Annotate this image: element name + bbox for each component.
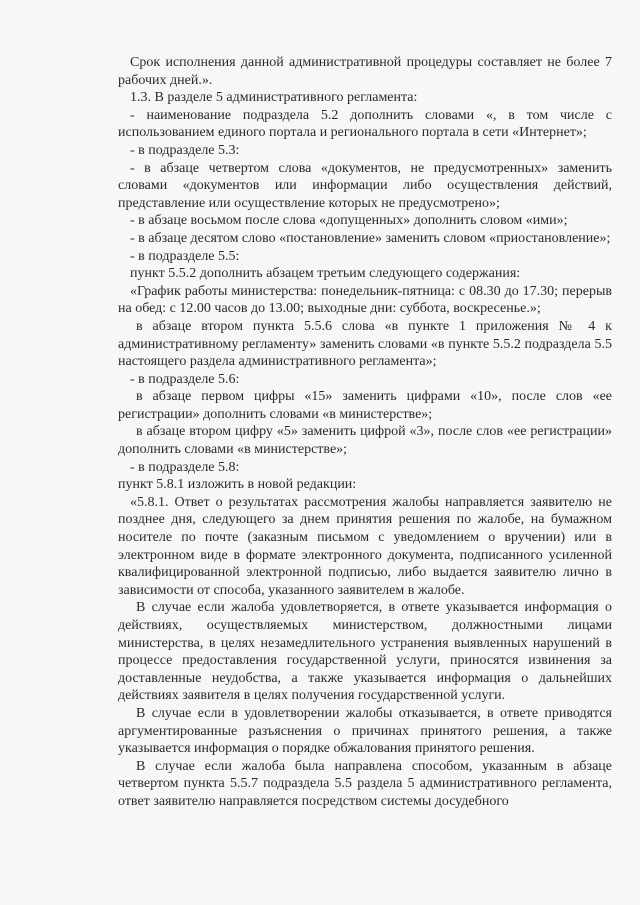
paragraph: 1.3. В разделе 5 административного регламента:: [130, 90, 418, 106]
paragraph: - в абзаце десятом слово «постановление» заменить словом «приостановление»;: [130, 230, 611, 246]
paragraph: пункт 5.8.1 изложить в новой редакции:: [118, 477, 357, 493]
paragraph: В случае если жалоба удовлетворяется, в ответе указывается информация о действиях, осуществляемых министерством, должностными лицами министерства, в целях незамедлительного устранения выявленных нарушений в процессе предоставления государственной услуги, приносятся извинения за доставленные неудобства, а также указывается информация о дальнейших действиях заявителя в целях получения государственной услуги.: [118, 600, 612, 704]
paragraph: - в подразделе 5.5:: [130, 248, 240, 264]
paragraph: - в подразделе 5.8:: [130, 459, 240, 475]
paragraph: - наименование подраздела 5.2 дополнить словами «, в том числе с использованием единого портала и регионального портала в сети «Интернет»;: [118, 107, 612, 141]
paragraph: В случае если жалоба была направлена способом, указанным в абзаце четвертом пункта 5.5.7 подраздела 5.5 раздела 5 административного регламента, ответ заявителю направляется посредством системы досудебного: [118, 758, 612, 809]
paragraph: пункт 5.5.2 дополнить абзацем третьим следующего содержания:: [130, 266, 521, 282]
paragraph: - в подразделе 5.3:: [130, 142, 240, 158]
paragraph: - в абзаце восьмом после слова «допущенных» дополнить словом «ими»;: [130, 213, 568, 229]
paragraph: в абзаце втором пункта 5.5.6 слова «в пункте 1 приложения № 4 к административному регламенту» заменить словами «в пункте 5.5.2 подраздела 5.5 настоящего раздела административного регламента»;: [118, 318, 612, 370]
paragraph: «График работы министерства: понедельник-пятница: с 08.30 до 17.30; перерыв на обед: с 12.00 часов до 13.00; выходные дни: суббота, воскресенье.»;: [118, 283, 612, 317]
paragraph: - в абзаце четвертом слова «документов, не предусмотренных» заменить словами «документов или информации либо осуществления действий, представление или осуществление которых не предусмотрено»;: [118, 160, 612, 211]
paragraph: в абзаце втором цифру «5» заменить цифрой «3», после слов «ее регистрации» дополнить словами «в министерстве»;: [118, 424, 612, 458]
paragraph: - в подразделе 5.6:: [130, 371, 240, 387]
paragraph: «5.8.1. Ответ о результатах рассмотрения жалобы направляется заявителю не позднее дня, следующего за днем принятия решения по жалобе, на бумажном носителе по почте (заказным письмом с уведомлением о вручении) или в электронном виде в формате электронного документа, подписанного усиленной квалифицированной электронной подписью, либо выдается заявителю лично в зависимости от способа, указанного заявителем в жалобе.: [118, 494, 612, 598]
paragraph: В случае если в удовлетворении жалобы отказывается, в ответе приводятся аргументированные разъяснения о причинах принятого решения, а также указывается информация о порядке обжалования принятого решения.: [118, 705, 612, 757]
paragraph: в абзаце первом цифры «15» заменить цифрами «10», после слов «ее регистрации» дополнить словами «в министерстве»;: [118, 389, 612, 422]
paragraph: Срок исполнения данной административной процедуры составляет не более 7 рабочих дней.».: [118, 55, 612, 88]
